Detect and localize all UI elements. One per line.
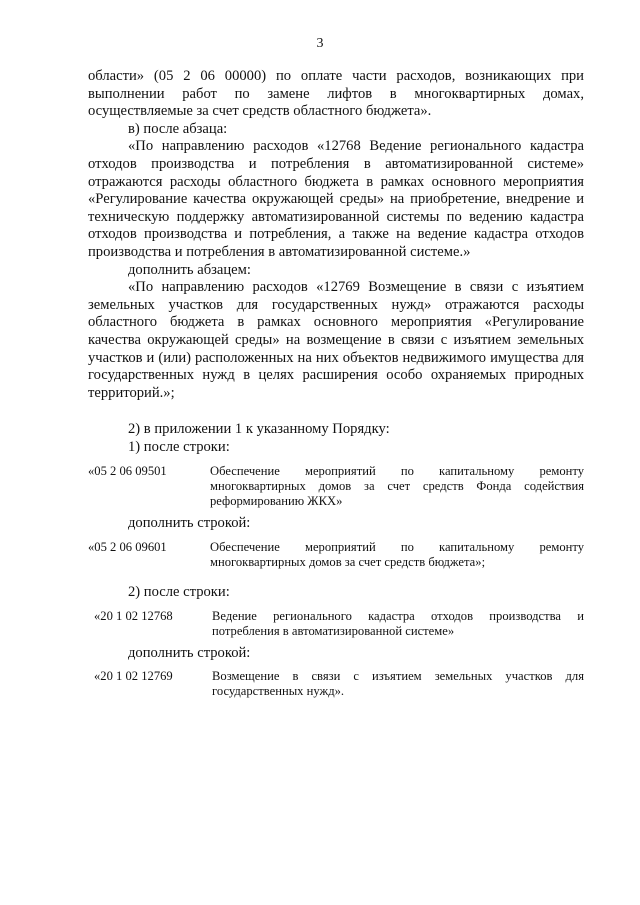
code-row-4	[88, 669, 584, 699]
paragraph-7: 1) после строки:	[128, 438, 230, 455]
code-row-3-code: «20 1 02 12768	[94, 608, 173, 623]
code-row-2	[88, 540, 584, 570]
paragraph-6: 2) в приложении 1 к указанному Порядку:	[128, 421, 390, 438]
document-body	[88, 68, 584, 699]
paragraph-8: дополнить строкой:	[128, 515, 251, 532]
code-row-1-text: Обеспечение мероприятий по капитальному ремонту многоквартирных домов за счет средств Фонда содействия реформированию ЖКХ»	[210, 464, 584, 509]
paragraph-3: «По направлению расходов «12768 Ведение регионального кадастра отходов производства и потребления в автоматизированной системе» отражаются расходы областного бюджета в рамках основного мероприятия «Регулирование качества окружающей среды» на приобретение, внедрение и техническую поддержку автоматизированной системы по ведению кадастра отходов производства и потребления, а также на ведение кадастра отходов производства и потребления в автоматизированной системе.»	[88, 138, 584, 260]
code-row-4-text: Возмещение в связи с изъятием земельных участков для государственных нужд».	[212, 669, 584, 699]
paragraph-1: области» (05 2 06 00000) по оплате части расходов, возникающих при выполнении работ по замене лифтов в многоквартирных домах, осуществляемые за счет средств областного бюджета».	[88, 68, 584, 120]
paragraph-9: 2) после строки:	[128, 584, 230, 601]
code-row-3-text: Ведение регионального кадастра отходов производства и потребления в автоматизированной системе»	[212, 608, 584, 638]
code-row-1	[88, 464, 584, 509]
code-row-1-code: «05 2 06 09501	[88, 464, 167, 479]
paragraph-10: дополнить строкой:	[128, 644, 251, 661]
code-row-3	[88, 609, 584, 639]
paragraph-4: дополнить абзацем:	[128, 261, 251, 278]
code-row-4-code: «20 1 02 12769	[94, 669, 173, 684]
page-number: 3	[316, 36, 324, 51]
code-row-2-code: «05 2 06 09601	[88, 540, 167, 555]
paragraph-2: в) после абзаца:	[128, 120, 228, 137]
code-row-2-text: Обеспечение мероприятий по капитальному ремонту многоквартирных домов за счет средств бюджета»;	[210, 540, 584, 570]
paragraph-5: «По направлению расходов «12769 Возмещение в связи с изъятием земельных участков для государственных нужд» отражаются расходы областного бюджета в рамках основного мероприятия «Регулирование качества окружающей среды» на возмещение в связи с изъятием земельных участков и (или) расположенных на них объектов недвижимого имущества для государственных нужд в целях расширения особо охраняемых природных территорий.»;	[88, 279, 584, 401]
